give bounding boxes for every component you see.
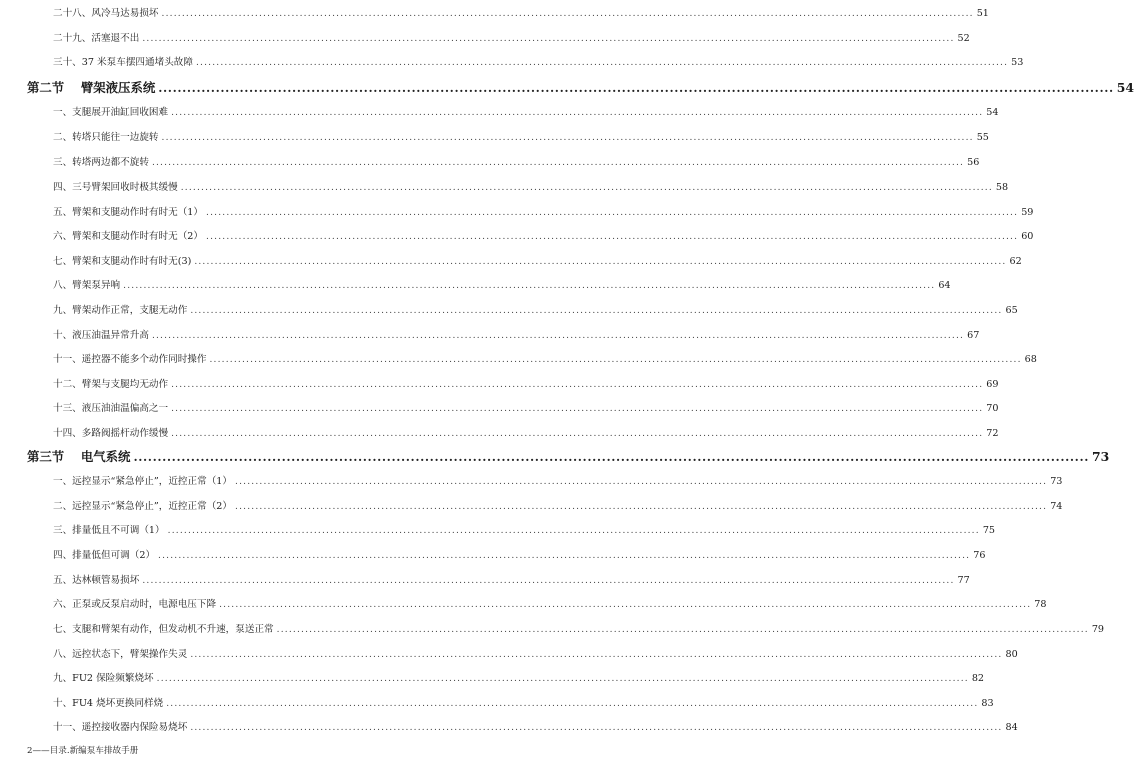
toc-entry-title: 十、FU4 烧坏更换同样烧 [53, 698, 164, 709]
toc-entry[interactable] [53, 596, 1047, 610]
toc-entry[interactable] [53, 670, 985, 684]
toc-entry-title: 二、转塔只能往一边旋转 [53, 132, 159, 143]
toc-entry-title: 四、排量低但可调（2） [53, 550, 156, 561]
toc-entry-title: 二、远控显示“紧急停止”，近控正常（2） [53, 501, 233, 512]
toc-entry[interactable] [53, 646, 1018, 660]
dot-leader: ........................................................................................................................................................................................................ [161, 9, 974, 19]
toc-entry[interactable] [53, 30, 970, 44]
toc-page-number: 56 [967, 157, 980, 168]
toc-page-number: 82 [971, 673, 985, 684]
toc-entry-title: 五、达林顿管易损坏 [53, 575, 140, 586]
toc-entry-title: 十、液压油温异常升高 [53, 330, 149, 341]
dot-leader: ........................................................................................................................................................................................................ [123, 281, 936, 291]
toc-entry-title: 二十八、风冷马达易损坏 [53, 8, 159, 19]
toc-page-number: 51 [976, 8, 989, 19]
dot-leader: ........................................................................................................................................................................................................ [235, 502, 1048, 512]
toc-page-number: 73 [1050, 476, 1063, 487]
toc-entry-title: 一、支腿展开油缸回收困难 [53, 107, 169, 118]
toc-page-number: 72 [986, 428, 999, 439]
toc-entry[interactable] [53, 54, 1024, 68]
toc-entry-title: 十一、遥控器不能多个动作同时操作 [53, 354, 207, 365]
toc-entry[interactable] [53, 547, 986, 561]
toc-entry-title: 三、排量低且不可调（1） [53, 525, 165, 536]
toc-page-number: 52 [957, 33, 970, 44]
toc-page-number: 68 [1024, 354, 1037, 365]
dot-leader: ........................................................................................................................................................................................................ [194, 257, 1007, 267]
toc-page-number: 62 [1009, 256, 1022, 267]
toc-page-number: 78 [1034, 599, 1047, 610]
toc-entry[interactable] [53, 179, 1009, 193]
toc-page-number: 76 [973, 550, 986, 561]
toc-page-number: 83 [981, 698, 994, 709]
dot-leader: ........................................................................................................................................................................................................ [276, 625, 1089, 635]
toc-page-number: 67 [967, 330, 980, 341]
toc-page-number: 79 [1091, 624, 1105, 635]
dot-leader: ........................................................................................................................................................................................................ [158, 551, 971, 561]
toc-entry[interactable] [53, 498, 1063, 512]
toc-entry[interactable] [53, 277, 951, 291]
dot-leader: ........................................................................................................................................................................................................ [190, 650, 1003, 660]
toc-page-number: 77 [957, 575, 970, 586]
dot-leader: ........................................................................................................................................................................................................ [195, 58, 1009, 68]
toc-entry-title: 十一、遥控接收器内保险易烧坏 [53, 722, 188, 733]
toc-entry[interactable] [53, 302, 1018, 316]
toc-entry-title: 八、远控状态下，臂架操作失灵 [53, 649, 188, 660]
dot-leader: ........................................................................................................................................................................................................ [142, 34, 955, 44]
toc-entry[interactable] [53, 327, 980, 341]
dot-leader: ........................................................................................................................................................................................................ [151, 331, 965, 341]
dot-leader: ........................................................................................................................................................................................................ [171, 404, 984, 414]
toc-entry[interactable] [53, 400, 999, 414]
dot-leader: ........................................................................................................................................................................................................ [171, 108, 984, 118]
toc-page-number: 75 [982, 525, 996, 536]
dot-leader: ........................................................................................................................................................................................................ [219, 600, 1032, 610]
dot-leader: ........................................................................................................................................................................................................ [161, 133, 974, 143]
toc-entry[interactable] [53, 5, 989, 19]
toc-entry[interactable] [53, 621, 1105, 635]
toc-page-number: 60 [1021, 231, 1034, 242]
toc-entry-title: 十二、臂架与支腿均无动作 [53, 379, 169, 390]
toc-entry[interactable] [53, 253, 1022, 267]
toc-entry-title: 九、臂架动作正常，支腿无动作 [53, 305, 188, 316]
toc-entry-title: 三、转塔两边都不旋转 [53, 157, 149, 168]
toc-page-number: 54 [986, 107, 999, 118]
toc-entry[interactable] [53, 204, 1034, 218]
toc-page-number: 73 [1092, 449, 1110, 464]
toc-entry[interactable] [53, 104, 999, 118]
dot-leader: ........................................................................................................................................................................................................ [167, 526, 980, 536]
toc-entry-title: 六、正泵或反泵启动时，电源电压下降 [53, 599, 217, 610]
toc-page-number: 53 [1011, 57, 1024, 68]
toc-entry-title: 十四、多路阀摇杆动作缓慢 [53, 428, 169, 439]
toc-page-number: 59 [1021, 207, 1034, 218]
toc-entry[interactable] [53, 129, 989, 143]
dot-leader: ........................................................................................................................................................................................................ [209, 355, 1022, 365]
toc-entry-title: 八、臂架泵异响 [53, 280, 121, 291]
dot-leader: ........................................................................................................................................................................................................ [158, 81, 1114, 95]
page-footer: 2——目录.新编泵车排故手册 [27, 746, 139, 756]
toc-entry-title: 二十九、活塞退不出 [53, 33, 140, 44]
dot-leader: ........................................................................................................................................................................................................ [156, 674, 969, 684]
dot-leader: ........................................................................................................................................................................................................ [180, 183, 993, 193]
dot-leader: ........................................................................................................................................................................................................ [166, 699, 979, 709]
toc-page-number: 69 [986, 379, 999, 390]
toc-entry[interactable] [53, 425, 999, 439]
dot-leader: ........................................................................................................................................................................................................ [235, 477, 1048, 487]
dot-leader: ........................................................................................................................................................................................................ [190, 723, 1003, 733]
dot-leader: ........................................................................................................................................................................................................ [171, 429, 984, 439]
toc-page-number: 58 [995, 182, 1009, 193]
toc-page-number: 65 [1005, 305, 1018, 316]
toc-entry[interactable] [53, 351, 1037, 365]
toc-page-number: 55 [976, 132, 989, 143]
dot-leader: ........................................................................................................................................................................................................ [206, 232, 1019, 242]
toc-entry-title: 十三、液压油油温偏高之一 [53, 403, 169, 414]
dot-leader: ........................................................................................................................................................................................................ [190, 306, 1003, 316]
toc-page-number: 64 [938, 280, 951, 291]
toc-entry[interactable] [53, 522, 996, 536]
section-title: 第二节 臂架液压系统 [27, 80, 156, 95]
dot-leader: ........................................................................................................................................................................................................ [142, 576, 955, 586]
toc-entry-title: 五、臂架和支腿动作时有时无（1） [53, 207, 204, 218]
toc-entry-title: 七、臂架和支腿动作时有时无(3) [53, 256, 192, 267]
toc-entry-title: 七、支腿和臂架有动作，但发动机不升速，泵送正常 [53, 624, 274, 635]
toc-entry-title: 四、三号臂架回收时极其缓慢 [53, 182, 178, 193]
toc-page-number: 74 [1050, 501, 1063, 512]
toc-page-number: 80 [1005, 649, 1018, 660]
toc-entry[interactable] [53, 572, 970, 586]
toc-page-number: 70 [986, 403, 999, 414]
toc-section-heading[interactable] [27, 447, 1110, 465]
dot-leader: ........................................................................................................................................................................................................ [206, 208, 1019, 218]
toc-entry-title: 三十、37 米泵车摆四通堵头故障 [53, 57, 193, 68]
toc-section-heading[interactable] [27, 78, 1134, 96]
toc-entry[interactable] [53, 228, 1034, 242]
toc-entry-title: 九、FU2 保险频繁烧坏 [53, 673, 154, 684]
dot-leader: ........................................................................................................................................................................................................ [151, 158, 965, 168]
toc-entry[interactable] [53, 154, 980, 168]
toc-page-number: 84 [1005, 722, 1018, 733]
toc-page-number: 54 [1116, 80, 1134, 95]
section-title: 第三节 电气系统 [27, 449, 131, 464]
toc-entry-title: 六、臂架和支腿动作时有时无（2） [53, 231, 204, 242]
toc-entry[interactable] [53, 695, 994, 709]
dot-leader: ........................................................................................................................................................................................................ [171, 380, 984, 390]
toc-entry[interactable] [53, 473, 1063, 487]
toc-entry[interactable] [53, 376, 999, 390]
toc-entry[interactable] [53, 719, 1018, 733]
dot-leader: ........................................................................................................................................................................................................ [133, 450, 1089, 464]
toc-entry-title: 一、远控显示“紧急停止”，近控正常（1） [53, 476, 233, 487]
